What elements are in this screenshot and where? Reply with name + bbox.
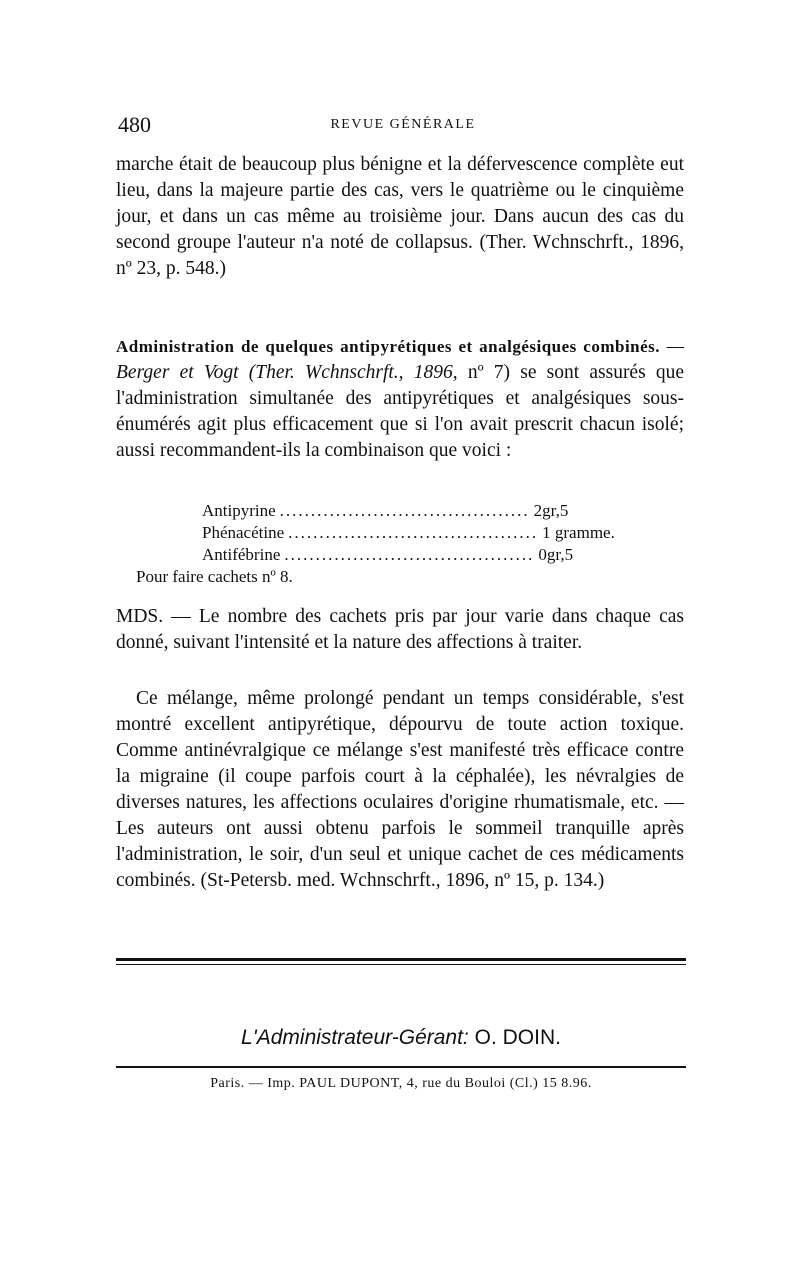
signature-role: L'Administrateur-Gérant: [241,1026,469,1049]
recipe-item-name: Antipyrine [202,501,276,520]
recipe-row [136,544,616,566]
paragraph-3: MDS. — Le nombre des cachets pris par jour varie dans chaque cas donné, suivant l'intensité et la nature des affections à traiter. [116,606,684,653]
divider-rule [116,964,686,965]
leader-dots: ........................................ [284,545,535,564]
recipe-item-name: Antifébrine [202,545,281,564]
paragraph-2 [116,334,684,464]
section-text: nº 7) se sont assurés que l'administration simultanée des antipyrétiques et analgésiques sous-énumérés agit plus efficacement que si l'on avait prescrit chacun isolé; aussi recommandent-ils la combinaison que voici : [116,362,685,461]
recipe-note: Pour faire cachets nº 8. [136,567,293,586]
section-title: Administration de quelques antipyrétiques et analgésiques combinés. [116,337,661,356]
recipe-list [136,500,616,588]
paragraph-4: Ce mélange, même prolongé pendant un temps considérable, s'est montré excellent antipyrétique, dépourvu de toute action toxique. Comme antinévralgique ce mélange s'est manifesté très efficace contre la migraine (il coupe parfois court à la céphalée), les névralgies de diverses natures, les affections oculaires d'origine rhumatismale, etc. — Les auteurs ont aussi obtenu parfois le sommeil tranquille après l'administration, le soir, d'un seul et unique cachet de ces médicaments combinés. (St-Petersb. med. Wchnschrft., 1896, nº 15, p. 134.) [116,688,684,891]
section-authors: — Berger et Vogt (Ther. Wchnschrft., 1896, [116,336,684,383]
leader-dots: ........................................ [279,501,530,520]
recipe-item-qty: 0gr,5 [538,545,574,564]
page-number: 480 [118,112,151,137]
recipe-item-name: Phénacétine [202,523,285,542]
page-header [118,112,688,142]
leader-dots: ........................................ [288,523,539,542]
recipe-row [136,500,616,522]
signature-line [116,1026,686,1050]
paragraph-1: marche était de beaucoup plus bénigne et la défervescence complète eut lieu, dans la majeure partie des cas, vers le quatrième ou le cinquième jour, et dans un cas même au troisième jour. Dans aucun des cas du second groupe l'auteur n'a noté de collapsus. (Ther. Wchnschrft., 1896, nº 23, p. 548.) [116,154,684,279]
divider-rule [116,1066,686,1068]
printer-imprint: Paris. — Imp. PAUL DUPONT, 4, rue du Bouloi (Cl.) 15 8.96. [210,1076,592,1091]
recipe-item-qty: 2gr,5 [533,501,569,520]
running-title: REVUE GÉNÉRALE [330,117,476,132]
signature-name: O. DOIN. [474,1026,561,1049]
recipe-row [136,522,616,544]
divider-rule [116,958,686,961]
recipe-item-qty: 1 gramme. [542,523,615,542]
